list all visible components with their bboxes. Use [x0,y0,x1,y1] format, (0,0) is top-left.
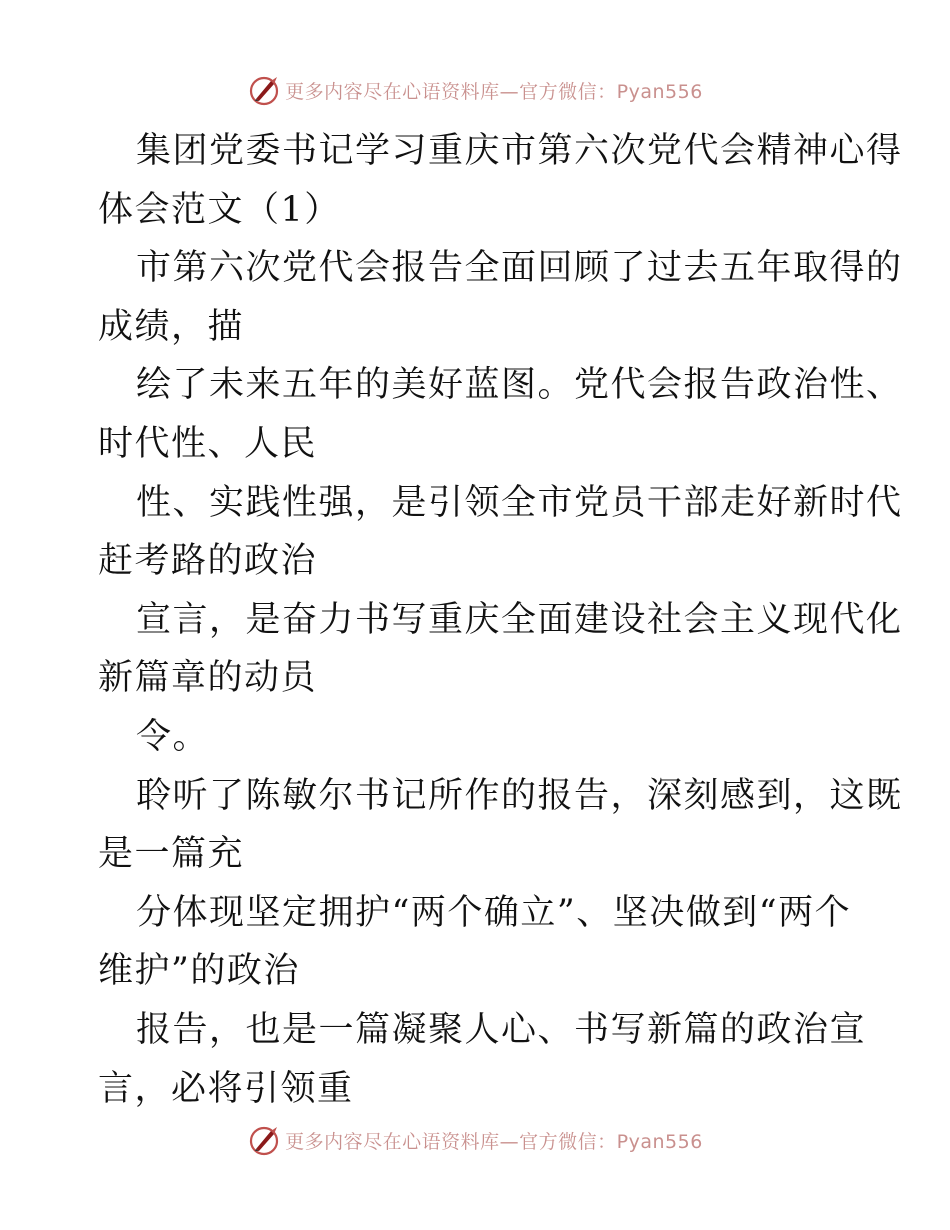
document-body [98,122,903,1118]
paragraph-line: 绘了未来五年的美好蓝图。党代会报告政治性、 [136,365,903,406]
footer-watermark [0,1120,950,1160]
paragraph-line: 时代性、人民 [98,423,318,464]
paragraph-line: 赶考路的政治 [98,541,318,582]
paragraph-line: 令。 [136,716,210,757]
watermark-text: 更多内容尽在心语资料库—官方微信：Pyan556 [285,80,703,103]
paragraph-line: 言，必将引领重 [98,1068,354,1109]
quill-pen-circle-icon [247,1123,281,1157]
watermark-text: 更多内容尽在心语资料库—官方微信：Pyan556 [285,1130,703,1153]
paragraph-line: 宣言，是奋力书写重庆全面建设社会主义现代化 [136,599,903,640]
paragraph-line: 报告，也是一篇凝聚人心、书写新篇的政治宣 [136,1009,867,1050]
paragraph-line: 成绩，描 [98,306,245,347]
quill-pen-circle-icon [247,73,281,107]
header-watermark [0,70,950,110]
paragraph-line: 聆听了陈敏尔书记所作的报告，深刻感到，这既 [136,775,903,816]
paragraph-line: 市第六次党代会报告全面回顾了过去五年取得的 [136,248,903,289]
paragraph-line: 性、实践性强，是引领全市党员干部走好新时代 [136,482,903,523]
paragraph-line: 分体现坚定拥护“两个确立”、坚决做到“两个 [136,892,852,933]
paragraph-line: 维护”的政治 [98,951,300,992]
doc-title-line-1: 集团党委书记学习重庆市第六次党代会精神心得 [136,131,903,171]
paragraph-line: 新篇章的动员 [98,658,318,699]
paragraph-line: 是一篇充 [98,834,245,875]
doc-title-line-2: 体会范文（1） [98,189,341,230]
